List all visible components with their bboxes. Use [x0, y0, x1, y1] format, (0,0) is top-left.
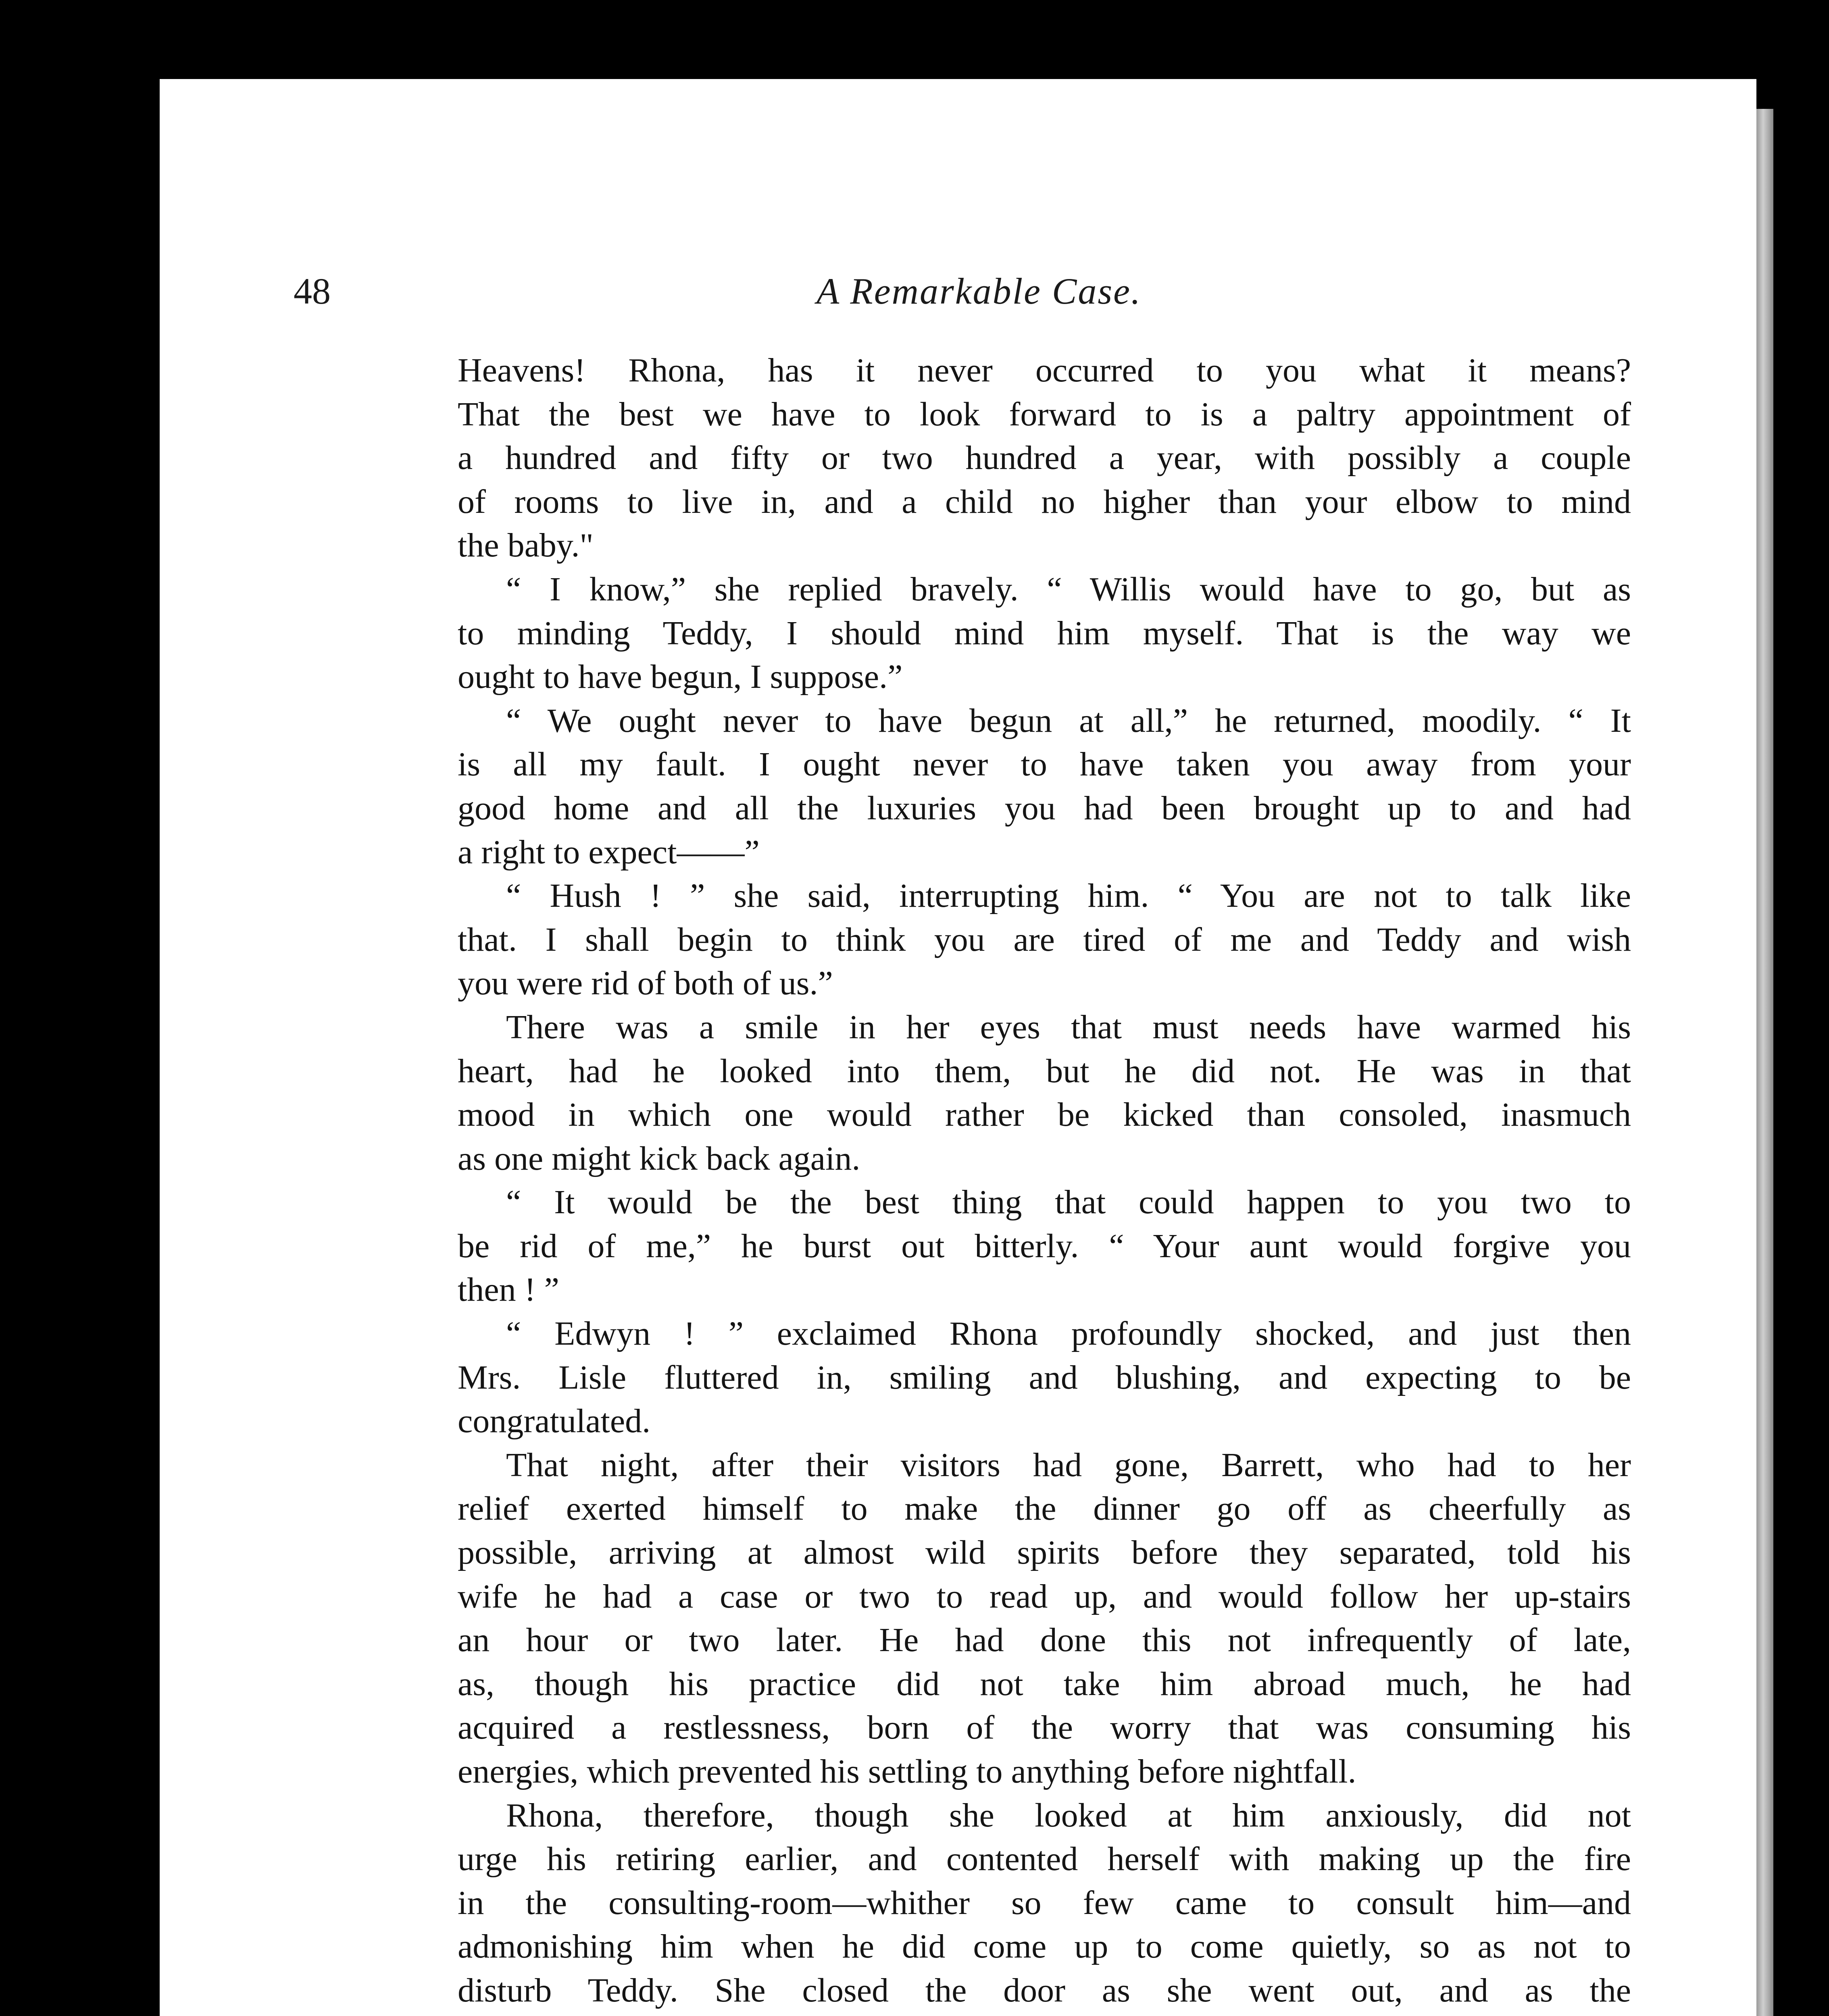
text-line: “ Hush ! ” she said, interrupting him. “ You are not to talk like: [506, 877, 1631, 915]
text-line: urge his retiring earlier, and contented herself with making up the fire: [458, 1840, 1631, 1878]
text-line: congratulated.: [458, 1402, 651, 1440]
text-line: possible, arriving at almost wild spirits before they separated, told his: [458, 1534, 1631, 1572]
text-line: Heavens! Rhona, has it never occurred to you what it means?: [458, 352, 1631, 389]
text-line: disturb Teddy. She closed the door as she went out, and as the: [458, 1971, 1631, 2009]
text-line: is all my fault. I ought never to have taken you away from your: [458, 746, 1631, 783]
text-line: that. I shall begin to think you are tired of me and Teddy and wish: [458, 921, 1631, 958]
text-line: Mrs. Lisle fluttered in, smiling and blushing, and expecting to be: [458, 1358, 1631, 1396]
running-title: A Remarkable Case.: [816, 271, 1142, 312]
text-line: “ I know,” she replied bravely. “ Willis would have to go, but as: [506, 570, 1631, 608]
text-line: [458, 2013, 1631, 2016]
running-head: [294, 267, 1664, 315]
text-line: “ We ought never to have begun at all,” he returned, moodily. “ It: [506, 702, 1631, 739]
text-line: to minding Teddy, I should mind him myself. That is the way we: [458, 614, 1631, 652]
text-line: of rooms to live in, and a child no higher than your elbow to mind: [458, 483, 1631, 521]
text-line: That the best we have to look forward to is a paltry appointment of: [458, 395, 1631, 433]
text-line: mood in which one would rather be kicked than consoled, inasmuch: [458, 1096, 1631, 1134]
text-line: energies, which prevented his settling to anything before nightfall.: [458, 1753, 1356, 1790]
text-line: relief exerted himself to make the dinner go off as cheerfully as: [458, 1490, 1631, 1528]
text-line: in the consulting-room—whither so few came to consult him—and: [458, 1884, 1631, 1922]
text-line: then ! ”: [458, 1271, 559, 1309]
text-line: There was a smile in her eyes that must needs have warmed his: [506, 1008, 1631, 1046]
text-line: admonishing him when he did come up to come quietly, so as not to: [458, 1928, 1631, 1966]
text-line: the baby.": [458, 527, 594, 564]
body-text: [458, 349, 1631, 2016]
page-edge: [1756, 109, 1773, 2016]
text-line: Rhona, therefore, though she looked at him anxiously, did not: [506, 1796, 1631, 1834]
text-line: acquired a restlessness, born of the worry that was consuming his: [458, 1709, 1631, 1747]
text-line: heart, had he looked into them, but he did not. He was in that: [458, 1052, 1631, 1090]
text-line: That night, after their visitors had gone, Barrett, who had to her: [506, 1446, 1631, 1484]
text-line: good home and all the luxuries you had been brought up to and had: [458, 789, 1631, 827]
text-line: you were rid of both of us.”: [458, 964, 833, 1002]
text-line: “ Edwyn ! ” exclaimed Rhona profoundly shocked, and just then: [506, 1315, 1631, 1353]
text-line: wife he had a case or two to read up, and would follow her up-stairs: [458, 1577, 1631, 1615]
text-line: be rid of me,” he burst out bitterly. “ Your aunt would forgive you: [458, 1227, 1631, 1265]
text-line: ought to have begun, I suppose.”: [458, 658, 903, 696]
text-line: an hour or two later. He had done this not infrequently of late,: [458, 1621, 1631, 1659]
text-line: as one might kick back again.: [458, 1139, 860, 1177]
text-line: a hundred and fifty or two hundred a year, with possibly a couple: [458, 439, 1631, 477]
text-line: a right to expect——”: [458, 833, 760, 871]
text-line: “ It would be the best thing that could happen to you two to: [506, 1183, 1631, 1221]
text-line: as, though his practice did not take him abroad much, he had: [458, 1665, 1631, 1703]
page-number: 48: [294, 271, 331, 312]
